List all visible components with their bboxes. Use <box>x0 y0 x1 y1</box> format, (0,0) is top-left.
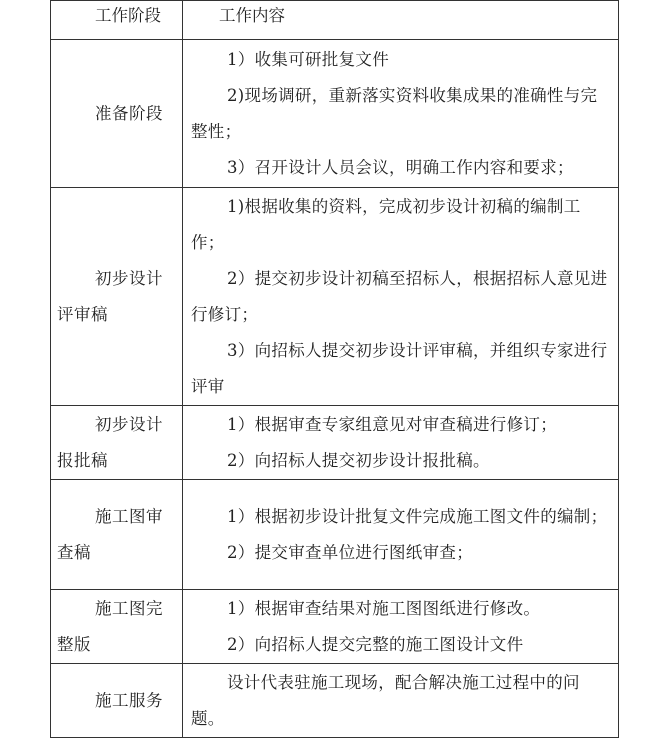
content-item: 3）召开设计人员会议，明确工作内容和要求； <box>227 157 574 177</box>
table-row <box>51 406 619 480</box>
content-item: 1）根据审查结果对施工图图纸进行修改。 <box>227 598 541 618</box>
content-item: 1）收集可研批复文件 <box>227 49 389 69</box>
content-item: 2）提交审查单位进行图纸审查； <box>227 542 473 562</box>
content-cell <box>183 188 619 406</box>
stage-cell: 施工图完整版 <box>51 590 183 664</box>
content-item: 1)根据收集的资料，完成初步设计初稿的编制工作； <box>191 196 581 252</box>
table-row <box>51 590 619 664</box>
header-stage: 工作阶段 <box>51 1 183 40</box>
work-stage-table <box>50 0 619 738</box>
content-item: 1）根据审查专家组意见对审查稿进行修订； <box>227 414 557 434</box>
table-header-row <box>51 1 619 40</box>
content-item: 1）根据初步设计批复文件完成施工图文件的编制； <box>227 506 608 526</box>
stage-cell: 准备阶段 <box>51 40 183 188</box>
stage-cell: 施工服务 <box>51 664 183 738</box>
content-item: 3）向招标人提交初步设计评审稿，并组织专家进行评审 <box>191 340 608 396</box>
table-row <box>51 664 619 738</box>
content-cell <box>183 480 619 590</box>
content-item: 2）提交初步设计初稿至招标人，根据招标人意见进行修订； <box>191 268 608 324</box>
stage-cell: 初步设计评审稿 <box>51 188 183 406</box>
content-cell <box>183 590 619 664</box>
content-item: 2）向招标人提交完整的施工图设计文件 <box>227 634 524 654</box>
table-row <box>51 188 619 406</box>
content-item: 2）向招标人提交初步设计报批稿。 <box>227 450 490 470</box>
header-content: 工作内容 <box>183 1 619 40</box>
content-item: 设计代表驻施工现场，配合解决施工过程中的问题。 <box>191 672 580 728</box>
content-cell <box>183 40 619 188</box>
stage-cell: 施工图审查稿 <box>51 480 183 590</box>
content-item: 2)现场调研，重新落实资料收集成果的准确性与完整性； <box>191 85 598 141</box>
stage-cell: 初步设计报批稿 <box>51 406 183 480</box>
content-cell <box>183 664 619 738</box>
table-row <box>51 40 619 188</box>
table-row <box>51 480 619 590</box>
content-cell <box>183 406 619 480</box>
